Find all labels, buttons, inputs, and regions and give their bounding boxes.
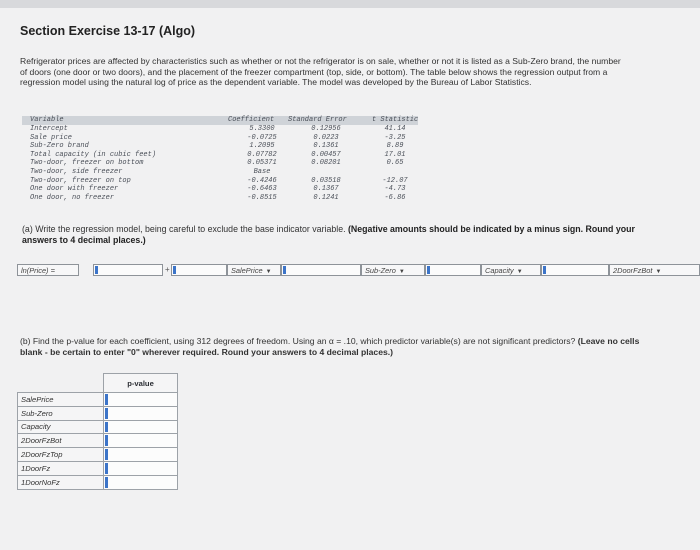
regression-coefficient: -0.6463 [247,185,277,194]
regression-variable: Sale price [30,133,73,142]
intro-text: Refrigerator prices are affected by characteristics such as whether or not the refrigerator is on sale, whether or not it is listed as a Sub-Zero brand, the number of doors (one door or two doors), and the placement of the freezer compartment (top, side, or bottom). The table below shows the regression output from a regression model using the natural log of price as the dependent variable. The model was developed by the Bureau of Labor Statistics. [20,56,621,88]
regression-variable: Two-door, freezer on bottom [30,159,144,168]
dropdown-arrow-icon: ▼ [398,269,405,275]
regression-t-statistic: 8.89 [386,142,404,151]
pvalue-corner-cell [18,374,104,393]
header-coefficient: Coefficient [228,116,275,124]
regression-variable: One door, no freezer [30,193,115,202]
part-a-text: (a) Write the regression model, being careful to exclude the base indicator variable. [22,224,346,234]
header-t-statistic: t Statistic [372,116,419,124]
regression-coefficient: -0.8515 [247,193,277,202]
regression-coefficient: Base [253,167,271,176]
regression-coefficient: 1.2095 [249,142,275,151]
regression-t-statistic: -4.73 [384,185,406,194]
regression-standard-error: 0.1367 [313,185,339,194]
subzero-coef-input[interactable] [281,264,361,276]
saleprice-dropdown-label: SalePrice [231,266,263,275]
regression-t-statistic: -6.86 [384,193,406,202]
intercept-input[interactable] [93,264,163,276]
regression-row [22,177,418,186]
pvalue-input[interactable] [104,475,178,489]
regression-row [22,142,418,151]
pvalue-table-header-row [18,374,178,393]
regression-t-statistic: -3.25 [384,133,406,142]
regression-variable: Intercept [30,125,68,133]
pvalue-input[interactable] [104,448,178,462]
plus-sign: + [165,265,170,274]
regression-variable: Sub-Zero brand [30,142,89,151]
saleprice-coef-input[interactable] [171,264,227,276]
2doorfzbot-dropdown[interactable] [609,264,700,276]
regression-coefficient: 0.07782 [247,150,277,159]
pvalue-row-label: 2DoorFzTop [18,448,104,462]
regression-table-body [22,125,418,202]
regression-standard-error: 0.03518 [311,176,341,185]
regression-coefficient: -0.4246 [247,176,277,185]
regression-t-statistic: -12.07 [382,176,408,185]
part-b-text: (b) Find the p-value for each coefficient, using 312 degrees of freedom. Using an α = .10, which predictor variable(s) are not significant predictors? [20,336,576,346]
regression-row [22,168,418,177]
pvalue-input[interactable] [104,420,178,434]
regression-coefficient: 5.3300 [249,125,275,133]
dropdown-arrow-icon: ▼ [516,269,523,275]
top-band [0,0,700,8]
part-b-instruction: (Leave no cells blank - be certain to enter "0" wherever required. Round your answers to 4 decimal places.) [20,336,640,357]
regression-standard-error: 0.00457 [311,150,341,159]
capacity-dropdown-label: Capacity [485,266,514,275]
regression-equation-row [17,264,700,278]
capacity-coef-input[interactable] [425,264,481,276]
regression-standard-error: 0.1361 [313,142,339,151]
regression-t-statistic: 41.14 [384,125,406,133]
regression-table [22,116,418,202]
regression-t-statistic: 0.65 [386,159,404,168]
pvalue-header: p-value [104,374,178,393]
pvalue-row [18,475,178,489]
regression-variable: Two-door, freezer on top [30,176,131,185]
pvalue-input[interactable] [104,434,178,448]
pvalue-input[interactable] [104,393,178,407]
regression-standard-error: 0.0223 [313,133,339,142]
pvalue-row [18,448,178,462]
regression-table-header [22,116,418,125]
regression-row [22,125,418,134]
pvalue-table [17,373,178,490]
dropdown-arrow-icon: ▼ [265,269,272,275]
saleprice-dropdown[interactable] [227,264,281,276]
regression-t-statistic: 17.01 [384,150,406,159]
part-a-question [22,224,642,246]
regression-standard-error: 0.12956 [311,125,341,133]
pvalue-row-label: 1DoorNoFz [18,475,104,489]
part-a-instruction: (Negative amounts should be indicated by a minus sign. Round your answers to 4 decimal places.) [22,224,635,245]
pvalue-row [18,434,178,448]
regression-row [22,159,418,168]
pvalue-row [18,406,178,420]
regression-variable: One door with freezer [30,185,119,194]
regression-row [22,134,418,143]
2doorfzbot-dropdown-label: 2DoorFzBot [613,266,653,275]
regression-row [22,185,418,194]
regression-variable: Total capacity (in cubic feet) [30,150,157,159]
capacity-dropdown[interactable] [481,264,541,276]
pvalue-table-body [18,393,178,490]
pvalue-row-label: 1DoorFz [18,461,104,475]
regression-row [22,194,418,203]
subzero-dropdown[interactable] [361,264,425,276]
pvalue-row-label: Capacity [18,420,104,434]
2doorfzbot-coef-input[interactable] [541,264,609,276]
pvalue-row-label: Sub-Zero [18,406,104,420]
part-b-question [20,336,640,357]
pvalue-input[interactable] [104,406,178,420]
pvalue-row-label: 2DoorFzBot [18,434,104,448]
pvalue-row-label: SalePrice [18,393,104,407]
pvalue-input[interactable] [104,461,178,475]
regression-coefficient: -0.0725 [247,133,277,142]
pvalue-row [18,420,178,434]
pvalue-row [18,461,178,475]
pvalue-row [18,393,178,407]
equation-lhs: ln(Price) = [17,264,79,276]
regression-standard-error: 0.1241 [313,193,339,202]
regression-variable: Two-door, side freezer [30,167,123,176]
dropdown-arrow-icon: ▼ [655,269,662,275]
header-variable: Variable [30,116,64,124]
header-standard-error: Standard Error [288,116,347,124]
section-title: Section Exercise 13-17 (Algo) [20,24,196,38]
regression-row [22,151,418,160]
regression-coefficient: 0.05371 [247,159,277,168]
regression-standard-error: 0.08201 [311,159,341,168]
subzero-dropdown-label: Sub-Zero [365,266,396,275]
